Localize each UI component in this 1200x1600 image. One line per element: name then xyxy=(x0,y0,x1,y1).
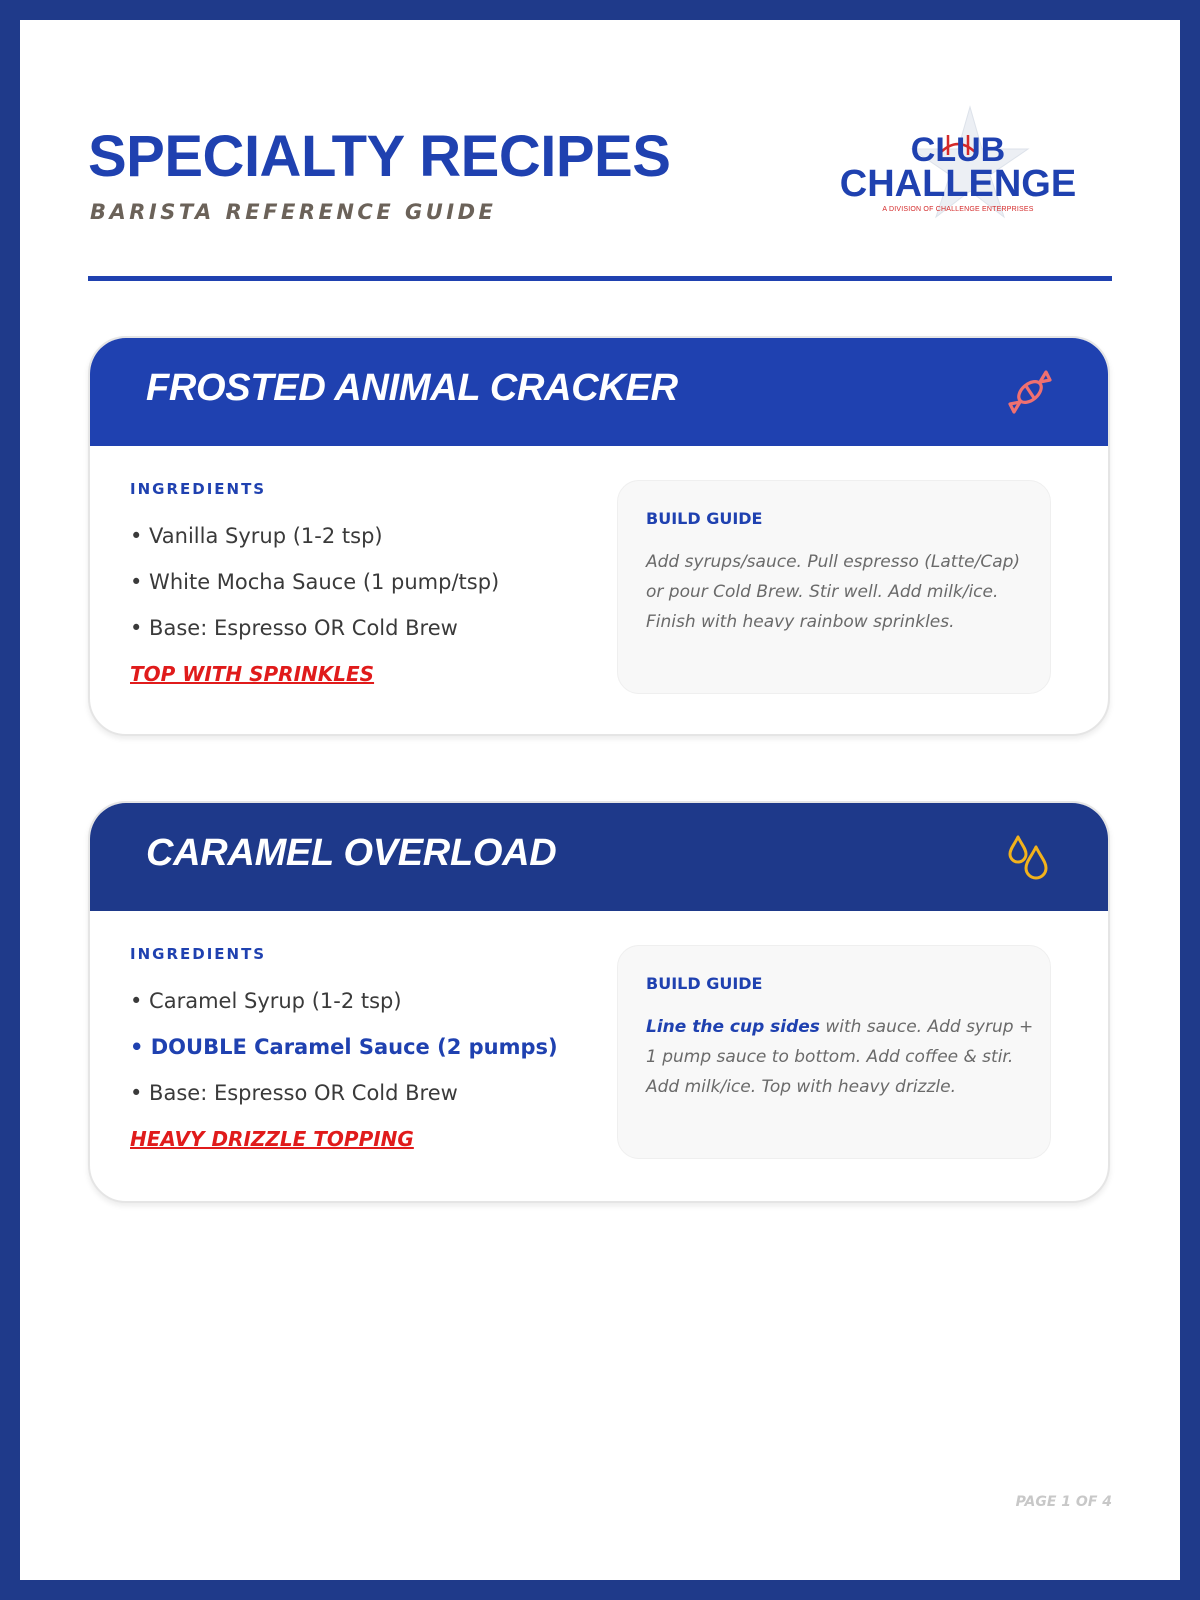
ingredients-label: INGREDIENTS xyxy=(130,480,267,498)
page-title: SPECIALTY RECIPES xyxy=(88,124,671,189)
build-guide-text xyxy=(646,1012,1036,1102)
topping-note: HEAVY DRIZZLE TOPPING xyxy=(130,1127,414,1151)
page-subtitle: BARISTA REFERENCE GUIDE xyxy=(90,200,497,224)
topping-note: TOP WITH SPRINKLES xyxy=(130,662,375,686)
ingredient-item: • Base: Espresso OR Cold Brew xyxy=(130,1081,458,1105)
build-guide-label: BUILD GUIDE xyxy=(646,974,763,993)
header-divider xyxy=(88,276,1112,281)
page xyxy=(20,20,1180,1580)
build-guide-text: Add syrups/sauce. Pull espresso (Latte/Cap) or pour Cold Brew. Stir well. Add milk/ice. Finish with heavy rainbow sprinkles. xyxy=(646,552,1021,632)
ingredient-item: • Vanilla Syrup (1-2 tsp) xyxy=(130,524,383,548)
page-header xyxy=(88,120,1112,240)
logo-line-1: CLUB xyxy=(910,131,1006,169)
recipe-title: CARAMEL OVERLOAD xyxy=(146,832,557,874)
ingredient-item: • White Mocha Sauce (1 pump/tsp) xyxy=(130,570,500,594)
candy-icon xyxy=(1004,366,1056,418)
club-challenge-logo xyxy=(830,105,1086,235)
build-guide-panel xyxy=(617,480,1051,694)
page-number: PAGE 1 OF 4 xyxy=(1015,1494,1112,1510)
recipe-card-header xyxy=(90,803,1108,911)
build-guide-body: with sauce. Add syrup + 1 pump sauce to bottom. Add coffee & stir. Add milk/ice. Top with heavy drizzle. xyxy=(646,1017,1034,1097)
ingredient-item: • Caramel Syrup (1-2 tsp) xyxy=(130,989,402,1013)
ingredient-item-emphasis: • DOUBLE Caramel Sauce (2 pumps) xyxy=(130,1035,558,1059)
drops-icon xyxy=(1004,831,1056,883)
build-guide-label: BUILD GUIDE xyxy=(646,509,763,528)
ingredients-label: INGREDIENTS xyxy=(130,945,267,963)
recipe-card-frosted-animal-cracker xyxy=(88,336,1110,736)
recipe-card-header xyxy=(90,338,1108,446)
ingredient-item: • Base: Espresso OR Cold Brew xyxy=(130,616,458,640)
build-guide-emphasis: Line the cup sides xyxy=(646,1017,820,1037)
build-guide-panel xyxy=(617,945,1051,1159)
logo-tagline: A DIVISION OF CHALLENGE ENTERPRISES xyxy=(882,206,1034,213)
logo-line-2: CHALLENGE xyxy=(839,163,1077,205)
recipe-card-caramel-overload xyxy=(88,801,1110,1203)
recipe-title: FROSTED ANIMAL CRACKER xyxy=(146,367,678,409)
